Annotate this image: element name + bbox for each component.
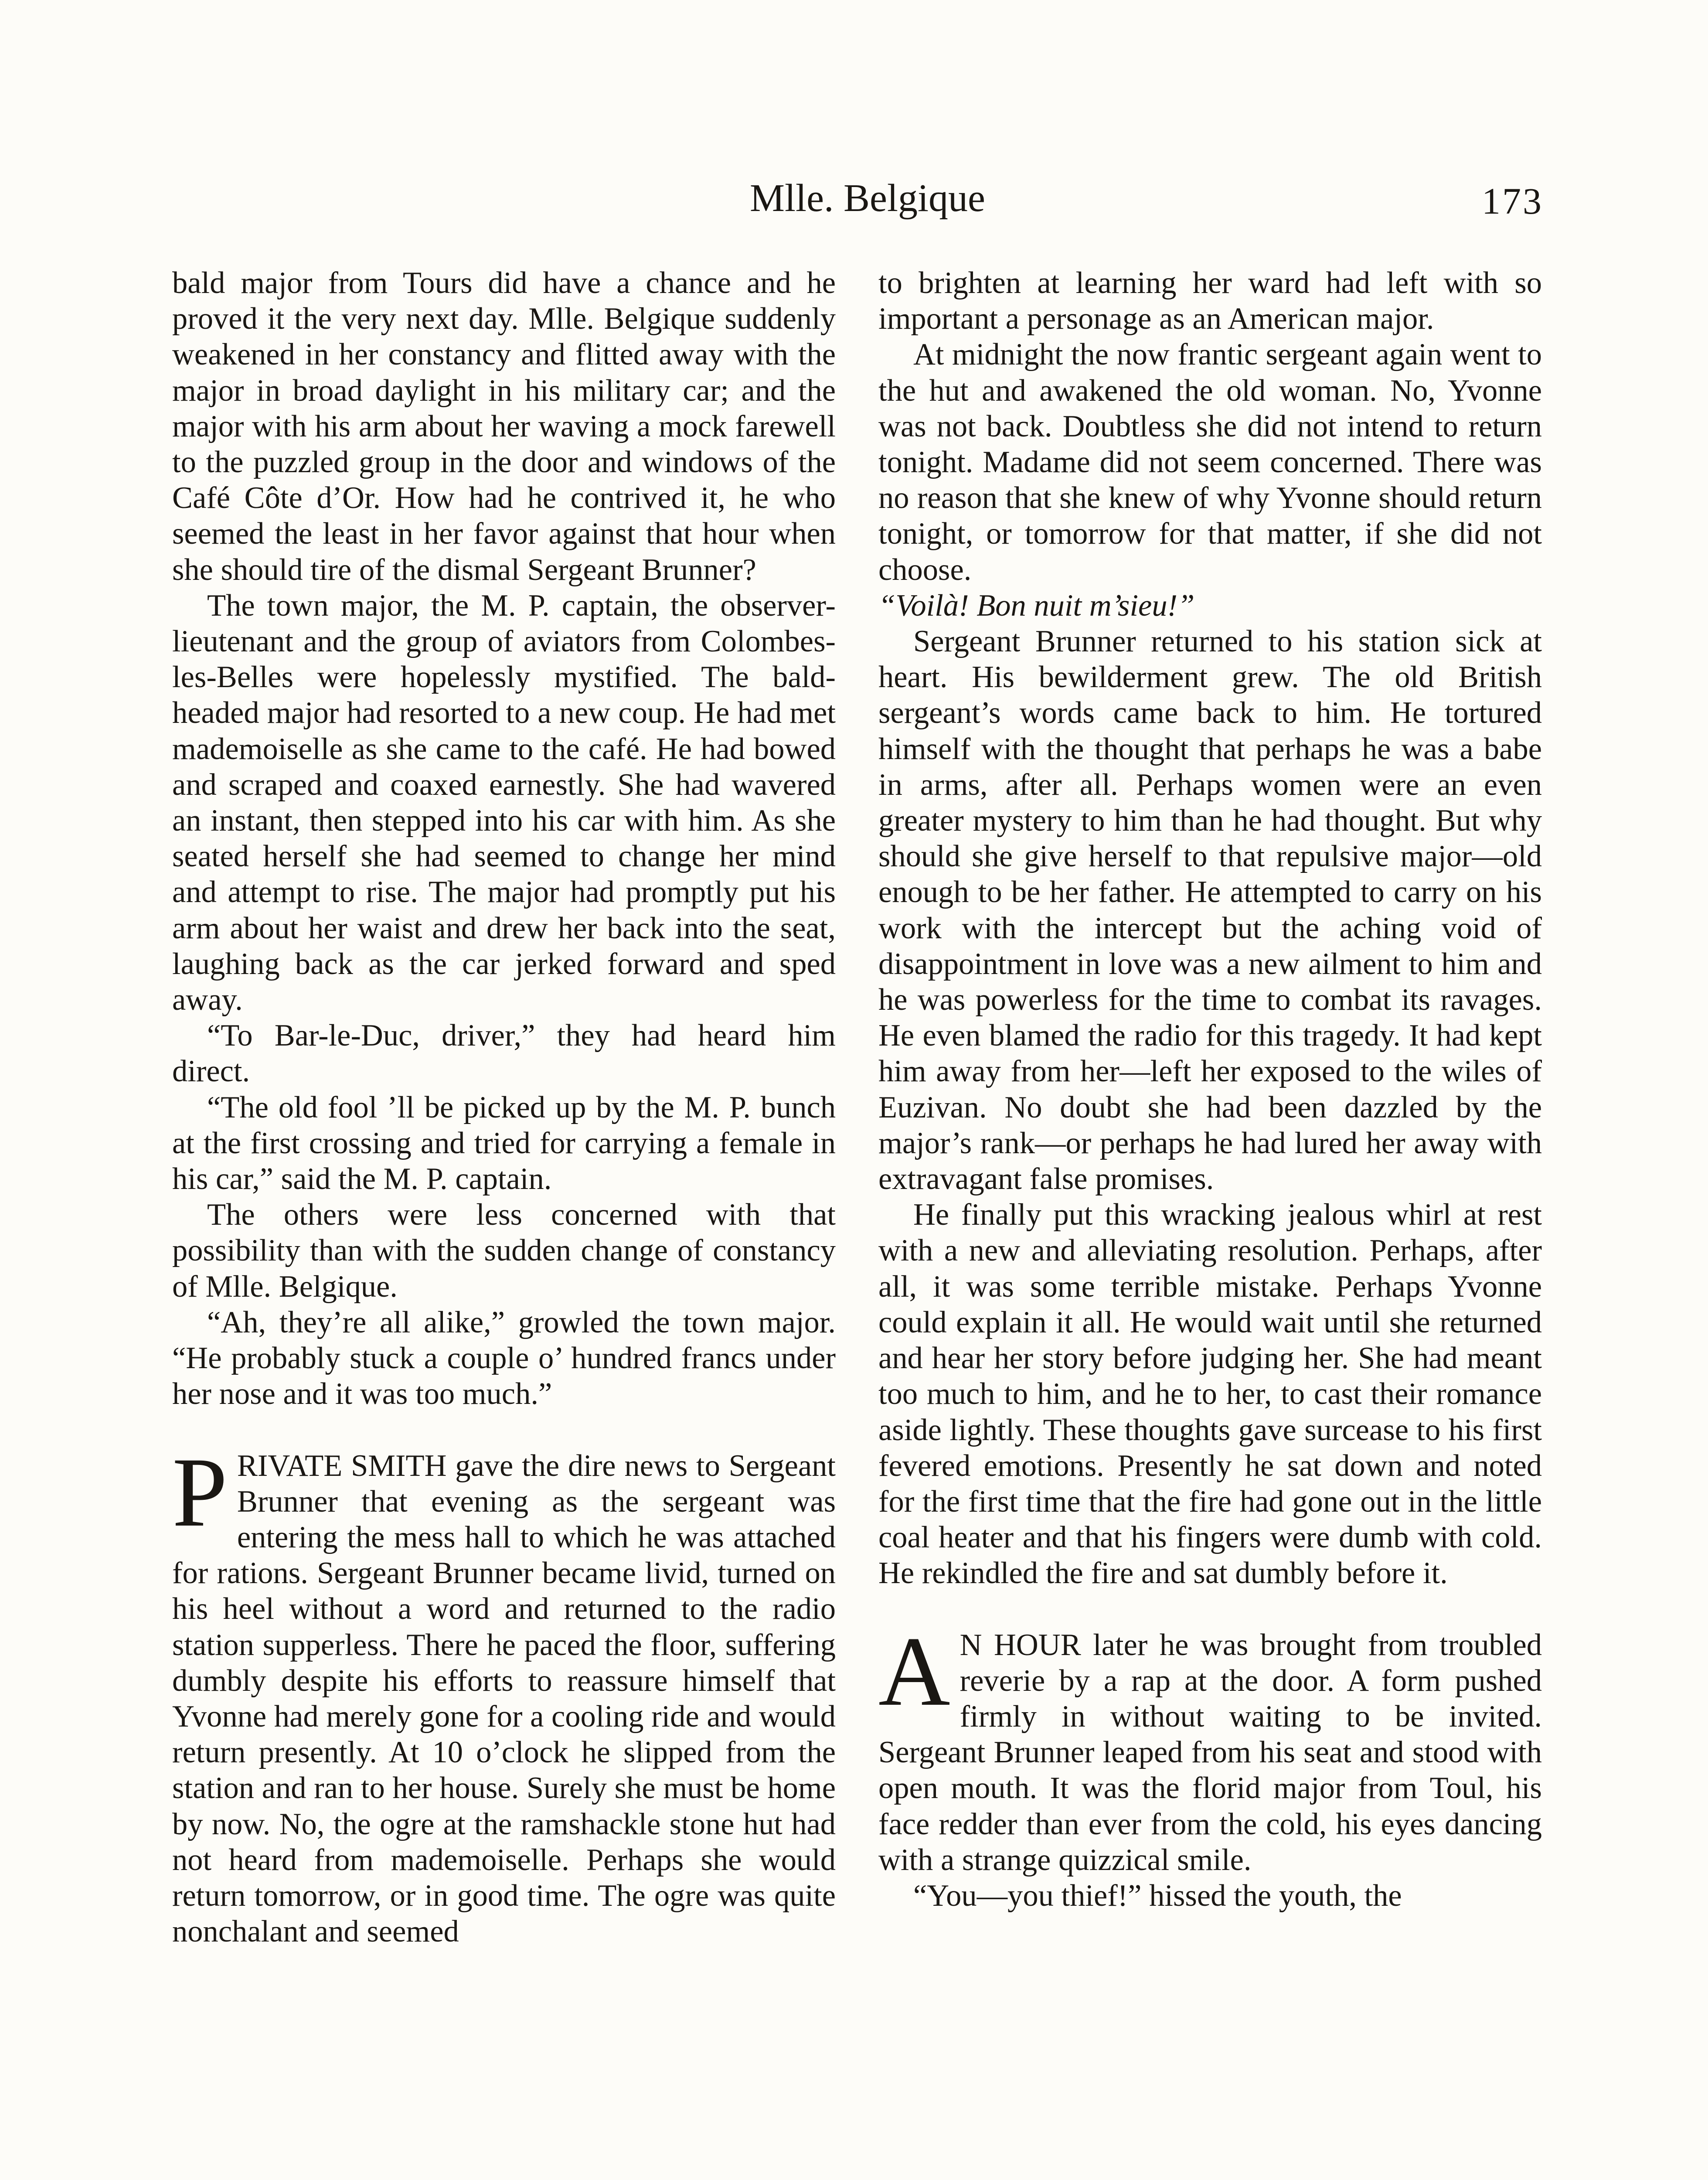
- paragraph: At midnight the now frantic sergeant again went to the hut and awakened the old woman. No, Yvonne was not back. Doubtless she did not intend to return tonight. Madame did not seem concerned. There was no reason that she knew of why Yvonne should return tonight, or tomorrow for that matter, if she did not choose.: [878, 337, 1542, 587]
- paragraph: to brighten at learning her ward had left with so important a personage as an American major.: [878, 266, 1542, 336]
- paragraph: The town major, the M. P. captain, the observer-lieutenant and the group of aviators from Colombes-les-Belles were hopelessly mystified. The bald-headed major had resorted to a new coup. He had met mademoiselle as she came to the café. He had bowed and scraped and coaxed earnestly. She had wavered an instant, then stepped into his car with him. As she seated herself she had seemed to change her mind and attempt to rise. The major had promptly put his arm about her waist and drew her back into the seat, laughing back as the car jerked forward and sped away.: [172, 588, 836, 1017]
- paragraph: “Ah, they’re all alike,” growled the town major. “He probably stuck a couple o’ hundred francs under her nose and it was too much.”: [172, 1305, 836, 1411]
- paragraph: bald major from Tours did have a chance and he proved it the very next day. Mlle. Belgique suddenly weakened in her constancy and flitted away with the major in broad daylight in his military car; and the major with his arm about her waving a mock farewell to the puzzled group in the door and windows of the Café Côte d’Or. How had he contrived it, he who seemed the least in her favor against that hour when she should tire of the dismal Sergeant Brunner?: [172, 266, 836, 587]
- drop-cap: A: [878, 1616, 950, 1727]
- paragraph: “You—you thief!” hissed the youth, the: [913, 1878, 1402, 1913]
- paragraph-text: N HOUR later he was brought from troubled reverie by a rap at the door. A form pushed firmly in without waiting to be invited. Sergeant Brunner leaped from his seat and stood with open mouth. It was the florid major from Toul, his face redder than ever from the cold, his eyes dancing with a strange quizzical smile.: [878, 1628, 1542, 1877]
- italic-quote: “Voilà! Bon nuit m’sieu!”: [878, 588, 1195, 623]
- page-number: 173: [1482, 180, 1543, 222]
- paragraph: Sergeant Brunner returned to his station sick at heart. His bewilderment grew. The old British sergeant’s words came back to him. He tortured himself with the thought that perhaps he was a babe in arms, after all. Perhaps women were an even greater mystery to him than he had thought. But why should she give herself to that repulsive major—old enough to be her father. He attempted to carry on his work with the intercept but the aching void of disappointment in love was a new ailment to him and he was powerless for the time to combat its ravages. He even blamed the radio for this tragedy. It had kept him away from her—left her exposed to the wiles of Euzivan. No doubt she had been dazzled by the major’s rank—or perhaps he had lured her away with extravagant false promises.: [878, 624, 1542, 1196]
- drop-cap: P: [172, 1437, 228, 1547]
- running-head: [0, 172, 1708, 225]
- page-title: Mlle. Belgique: [750, 177, 985, 220]
- right-column: [878, 265, 1542, 1914]
- left-column: [172, 265, 836, 1949]
- dropcap-paragraph: [878, 1616, 1542, 1878]
- section-break: [878, 1591, 1542, 1627]
- section-break: [172, 1412, 836, 1448]
- dropcap-paragraph: [172, 1437, 836, 1950]
- paragraph-text: RIVATE SMITH gave the dire news to Sergeant Brunner that evening as the sergeant was entering the mess hall to which he was attached for rations. Sergeant Brunner became livid, turned on his heel without a word and returned to the radio station supperless. There he paced the floor, suffering dumbly despite his efforts to reassure himself that Yvonne had merely gone for a cooling ride and would return presently. At 10 o’clock he slipped from the station and ran to her house. Surely she must be home by now. No, the ogre at the ramshackle stone hut had not heard from mademoiselle. Perhaps she would return tomorrow, or in good time. The ogre was quite nonchalant and seemed: [172, 1448, 836, 1949]
- paragraph: He finally put this wracking jealous whirl at rest with a new and alleviating resolution. Perhaps, after all, it was some terrible mistake. Perhaps Yvonne could explain it all. He would wait until she returned and hear her story before judging her. She had meant too much to him, and he to her, to cast their romance aside lightly. These thoughts gave surcease to his first fevered emotions. Presently he sat down and noted for the first time that the fire had gone out in the little coal heater and that his fingers were dumb with cold. He rekindled the fire and sat dumbly before it.: [878, 1198, 1542, 1591]
- paragraph: The others were less concerned with that possibility than with the sudden change of constancy of Mlle. Belgique.: [172, 1198, 836, 1304]
- paragraph: “To Bar-le-Duc, driver,” they had heard him direct.: [172, 1018, 836, 1089]
- paragraph: “The old fool ’ll be picked up by the M. P. bunch at the first crossing and tried for carrying a female in his car,” said the M. P. captain.: [172, 1090, 836, 1196]
